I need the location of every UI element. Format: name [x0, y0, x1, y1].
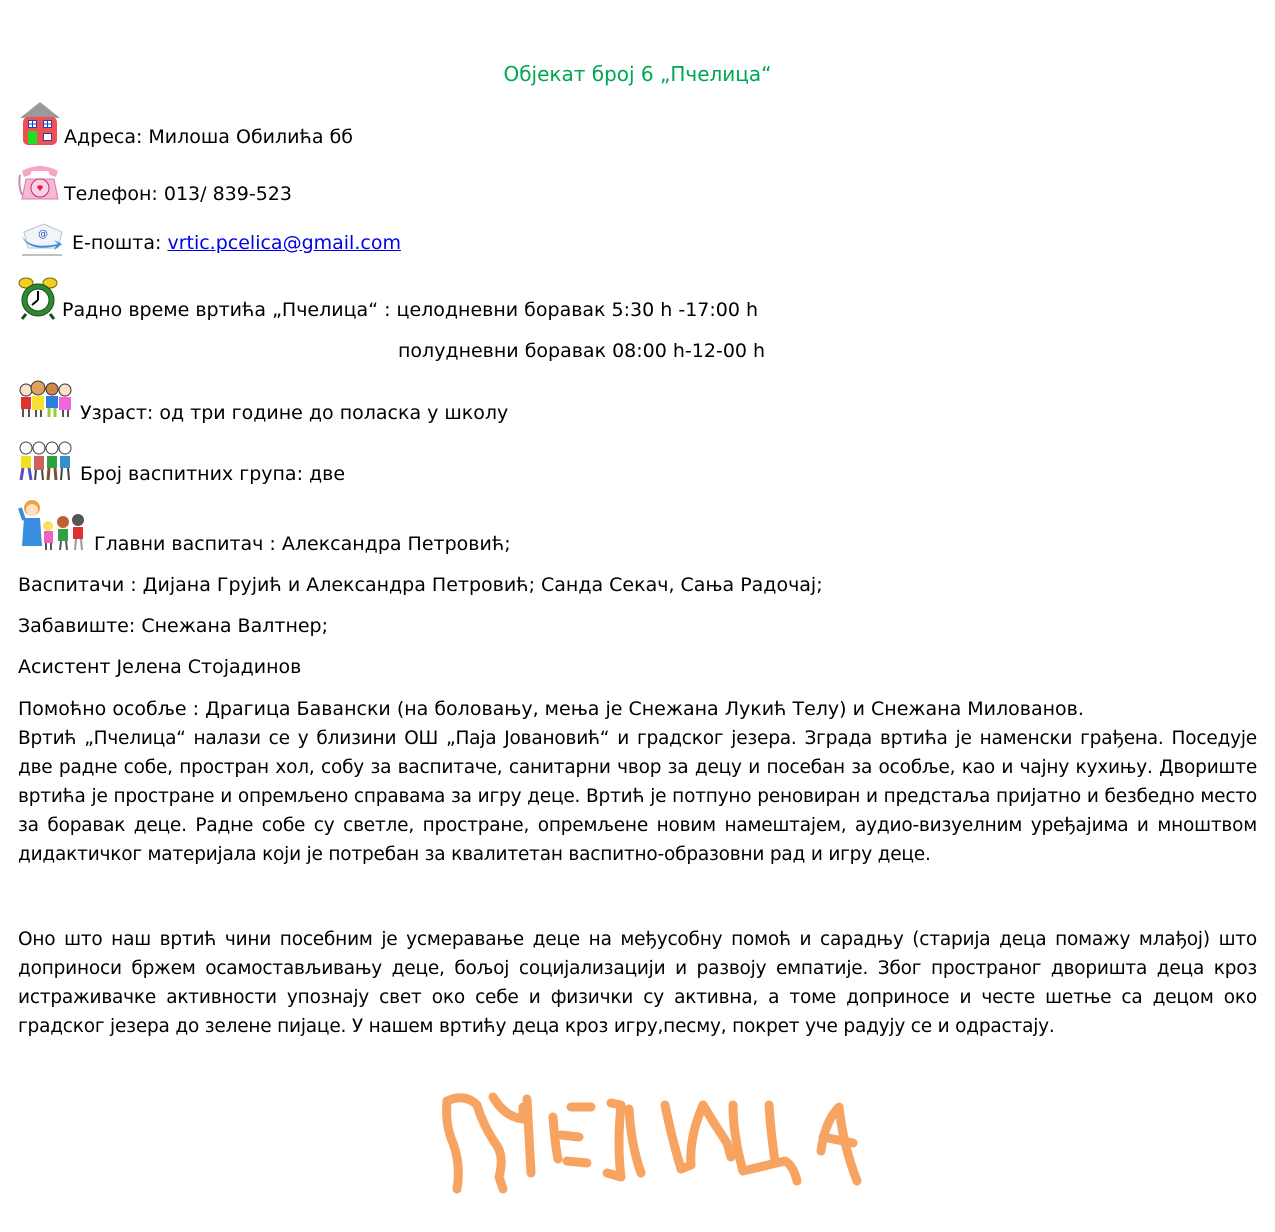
assistant-line: Асистент Јелена Стојадинов [18, 656, 302, 678]
support-staff-line: Помоћно особље : Драгица Бавански (на боловању, мења је Снежана Лукић Телу) и Снежана Милованов. [18, 698, 1084, 720]
description-paragraph-1: Вртић „Пчелица“ налази се у близини ОШ „Паја Јовановић“ и градског језера. Зграда вртића је наменски грађена. Поседује две радне собе, простран хол, собу за васпитаче, санитарни чвор за децу и посебан за особље, као и чајну кухињу. Двориште вртића је простране и опремљено справама за игру деце. Вртић је потпуно реновиран и предстаља пријатно и безбедно место за боравак деце. Радне собе су светле, простране, опремљене новим намештајем, аудио-визуелним уређајима и мноштвом дидактичког материјала који је потребан за квалитетан васпитно-образовни рад и игру деце. [18, 728, 1257, 865]
hand-drawn-pcelica-lettering-icon [425, 1085, 865, 1200]
teacher-with-kids-icon [18, 498, 90, 552]
head-teacher-row [18, 498, 511, 555]
hours-row [18, 276, 758, 320]
age-row [18, 378, 509, 424]
kids-drawing-icon [18, 440, 74, 482]
phone-row [18, 163, 292, 203]
svg-text:@: @ [38, 229, 48, 240]
email-link[interactable]: vrtic.pcelica@gmail.com [167, 232, 401, 254]
alarm-clock-icon [18, 276, 58, 320]
hours-line-2: полудневни боравак 08:00 h-12-00 h [398, 340, 766, 362]
address-row [18, 100, 353, 146]
telephone-icon [18, 163, 62, 203]
address-text: Адреса: Милоша Обилића бб [64, 126, 354, 148]
page-title: Објекат број 6 „Пчелица“ [503, 62, 772, 86]
description-paragraph-2: Оно што наш вртић чини посебним је усмеравање деце на међусобну помоћ и сарадњу (старија деца помажу млађој) што доприноси бржем осамостављивању деце, бољој социјализацији и развоју емпатије. Због пространог дворишта деца кроз истраживачке активности упознају свет око себе и физички су активна, а томе доприносе и честе шетње са децом око градског језера до зелене пијаце. У нашем вртићу деца кроз игру,песму, покрет уче радују се и одрастају. [18, 929, 1257, 1037]
house-icon [18, 100, 62, 146]
groups-text: Број васпитних група: две [80, 463, 346, 485]
children-group-icon [18, 378, 74, 420]
groups-row [18, 440, 346, 485]
teachers-line: Васпитачи : Дијана Грујић и Александра Петровић; Санда Секач, Сања Радочај; [18, 574, 823, 596]
entertainer-line: Забавиште: Снежана Валтнер; [18, 615, 329, 637]
head-teacher-text: Главни васпитач : Александра Петровић; [94, 533, 511, 555]
hours-line-1: Радно време вртића „Пчелица“ : целодневни боравак 5:30 h -17:00 h [62, 299, 759, 321]
email-row [18, 222, 401, 258]
email-envelope-icon [18, 222, 66, 258]
phone-text: Телефон: 013/ 839-523 [64, 183, 292, 205]
age-text: Узраст: од три године до поласка у школу [80, 402, 509, 424]
email-label: Е-пошта: [72, 232, 168, 254]
